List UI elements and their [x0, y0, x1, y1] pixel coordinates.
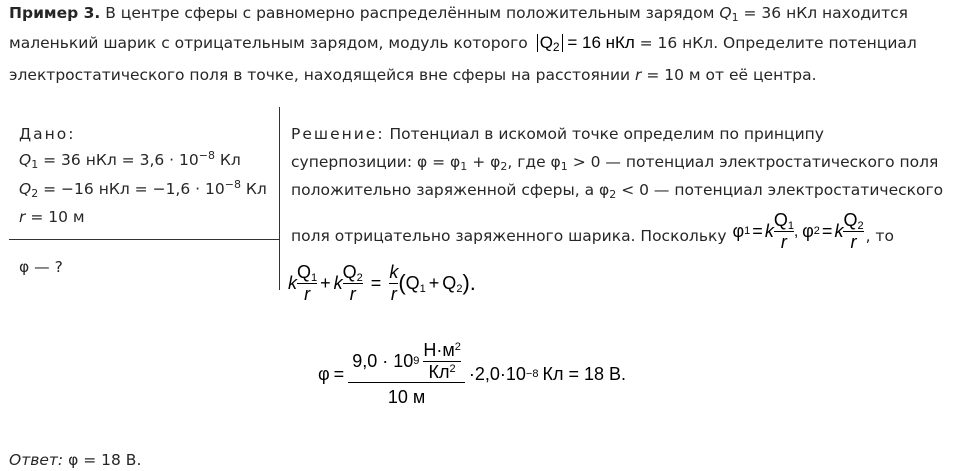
- given-row-q2: $Q_2 = -16$ нКл = $-1,6 \cdot 10^{-8}$ Кл: [19, 178, 267, 200]
- solution-line-4: поля отрицательно заряженного шарика. Поскольку φ 1 = k $\frac{Q_1}{r}$ , φ 2 = k $\frac{Q_2}{r}$ , то: [291, 209, 894, 252]
- given-vertical-line: [279, 107, 280, 290]
- given-divider: [9, 239, 279, 240]
- phi-formulas: φ 1 = k $\frac{Q_1}{r}$ , φ 2 = k $\frac{Q_2}{r}$: [732, 209, 864, 252]
- given-find: φ — ?: [19, 258, 63, 276]
- given-row-r: r = 10 м: [19, 208, 85, 226]
- solution-line-3: положительно заряженной сферы, а $\varphi_2 < 0$ — потенциал электростатического: [291, 181, 944, 201]
- intro-line-1: Пример 3. В центре сферы с равномерно распределённым положительным зарядом $Q_1 = 36$ нКл находится: [9, 4, 909, 24]
- given-heading: Дано:: [19, 125, 76, 143]
- given-row-q1: $Q_1 = 36$ нКл = $3,6 \cdot 10^{-8}$ Кл: [19, 149, 241, 171]
- final-formula: φ = 9,0 · 10 9 $\frac{Н\cdot м^2}{Кл^2}$ 10 м ·2,0·10 −8 Кл = 18 В.: [318, 340, 626, 408]
- abs-q2: $Q_2 = 16$ нКл: [537, 33, 640, 52]
- superposition-formula: k $\frac{Q_1}{r}$ + k $\frac{Q_2}{r}$ = $\frac{k}{r}$ ( $Q_1$ + $Q_2$ ).: [288, 262, 476, 304]
- example-title: Пример 3.: [9, 4, 101, 22]
- intro-line-3: электростатического поля в точке, находящейся вне сферы на расстоянии r = 10 м от её центра.: [9, 66, 817, 84]
- solution-line-1: Решение: Потенциал в искомой точке определим по принципу: [291, 125, 824, 143]
- answer: Ответ: φ = 18 В.: [9, 451, 142, 469]
- solution-line-2: суперпозиции: $\varphi = \varphi_1 + \varphi_2$, где $\varphi_1 > 0$ — потенциал электростатического поля: [291, 153, 939, 173]
- intro-line-2: маленький шарик с отрицательным зарядом, модуль которого $Q_2 = 16$ нКл = 16 нКл. Определите потенциал: [9, 33, 917, 54]
